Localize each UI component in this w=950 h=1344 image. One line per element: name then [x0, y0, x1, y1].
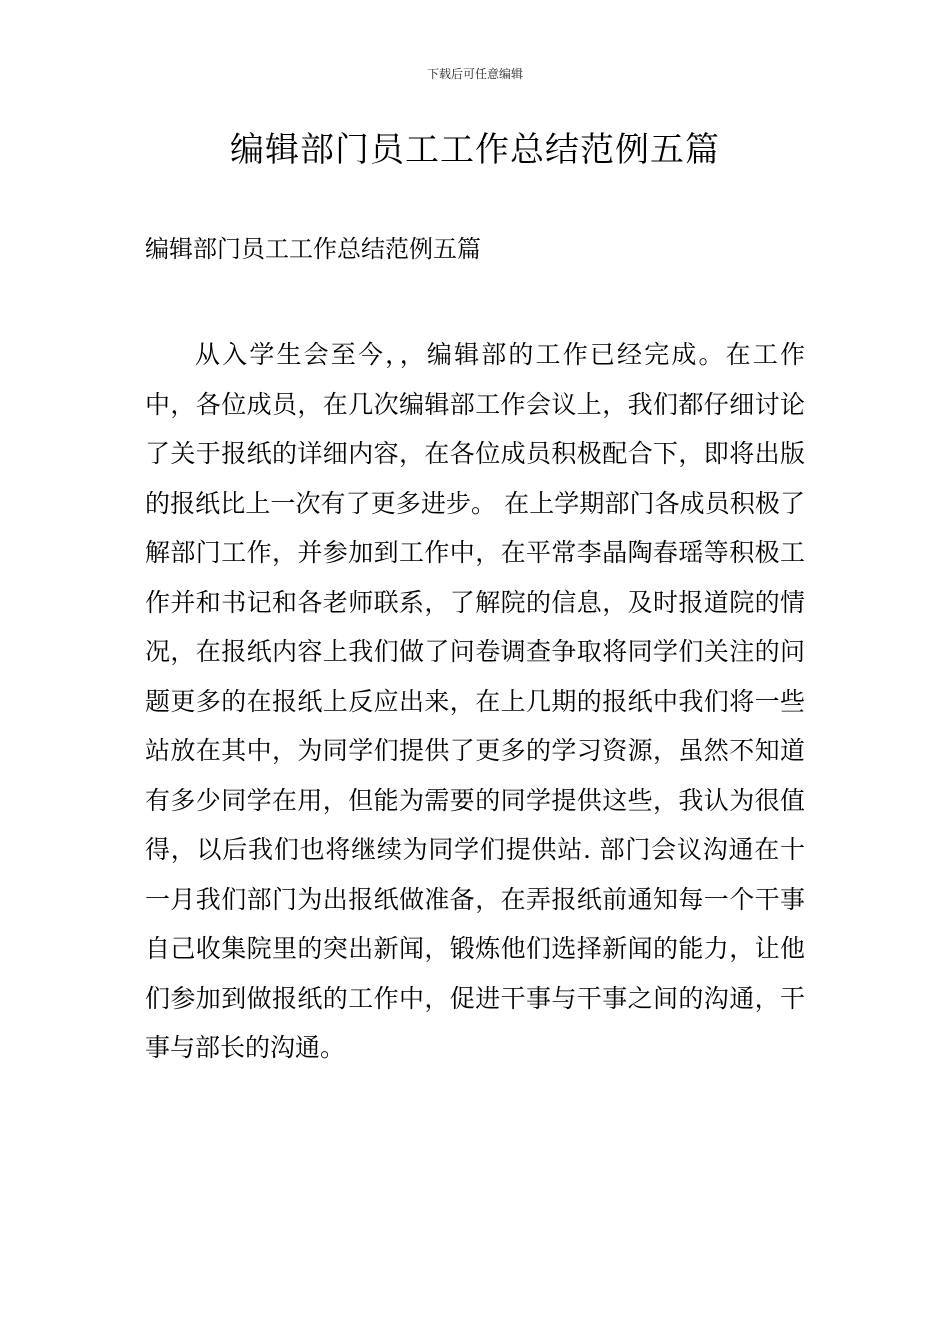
document-subtitle: 编辑部门员工工作总结范例五篇: [145, 235, 481, 263]
document-title: 编辑部门员工工作总结范例五篇: [230, 130, 720, 170]
header-note: 下载后可任意编辑: [426, 67, 523, 81]
body-paragraph: 从入学生会至今，，编辑部的工作已经完成。在工作中，各位成员，在几次编辑部工作会议上，我们都仔细讨论了关于报纸的详细内容，在各位成员积极配合下，即将出版的报纸比上一次有了更多进步。 在上学期部门各成员积极了解部门工作，并参加到工作中，在平常李晶陶春瑶等积极工作并和书记和各老师联系，了解院的信息，及时报道院的情况，在报纸内容上我们做了问卷调查争取将同学们关注的问题更多的在报纸上反应出来，在上几期的报纸中我们将一些站放在其中，为同学们提供了更多的学习资源，虽然不知道有多少同学在用，但能为需要的同学提供这些，我认为很值得，以后我们也将继续为同学们提供站. 部门会议沟通在十一月我们部门为出报纸做准备，在弄报纸前通知每一个干事自己收集院里的突出新闻，锻炼他们选择新闻的能力，让他们参加到做报纸的工作中，促进干事与干事之间的沟通，干事与部长的沟通。: [145, 340, 805, 1062]
